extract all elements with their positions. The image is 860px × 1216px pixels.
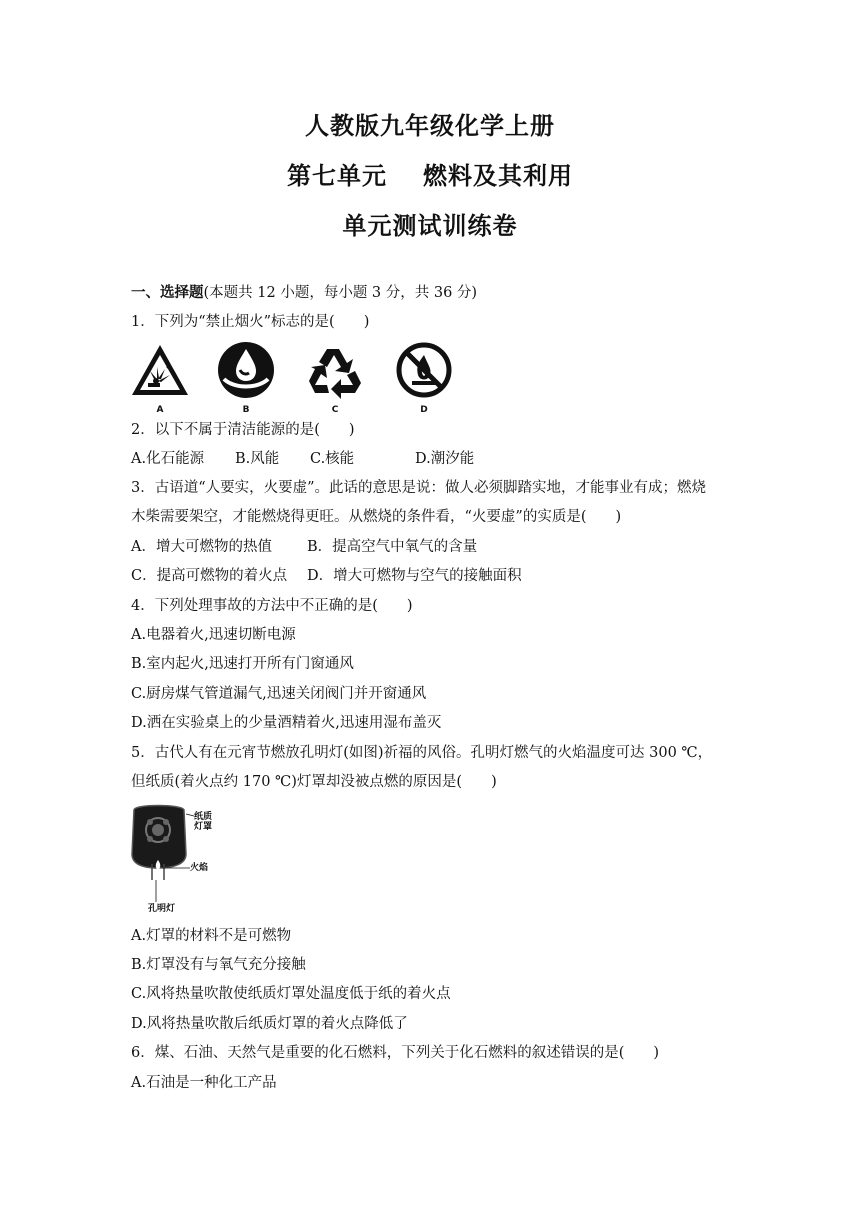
- explosive-warning-icon: [128, 341, 192, 401]
- q4-option-b: B.室内起火,迅速打开所有门窗通风: [131, 656, 354, 672]
- sign-label-a: A: [156, 405, 164, 415]
- sign-label-b: B: [242, 405, 250, 415]
- q4-option-d: D.洒在实验桌上的少量酒精着火,迅速用湿布盖灭: [131, 715, 442, 731]
- test-title: 单元测试训练卷: [342, 212, 518, 240]
- q5-option-d: D.风将热量吹散后纸质灯罩的着火点降低了: [131, 1016, 408, 1032]
- question-1-signs: [128, 341, 468, 415]
- q3-option-a: A．增大可燃物的热值: [131, 539, 272, 555]
- q4-option-c: C.厨房煤气管道漏气,迅速关闭阀门并开窗通风: [131, 686, 427, 702]
- document-title: 人教版九年级化学上册: [305, 112, 555, 140]
- unit-topic: 燃料及其利用: [423, 162, 573, 190]
- kongming-lantern-figure: [128, 802, 228, 918]
- unit-title: [0, 156, 860, 191]
- question-2-options: [131, 449, 474, 469]
- section-label: 一、选择题: [131, 284, 204, 301]
- q5-option-c: C.风将热量吹散使纸质灯罩处温度低于纸的着火点: [131, 986, 451, 1002]
- sign-option-b: [214, 341, 278, 415]
- sign-option-d: [392, 341, 456, 415]
- q4-option-a: A.电器着火,迅速切断电源: [131, 627, 296, 643]
- question-2-stem: 2．以下不属于清洁能源的是( ): [131, 422, 355, 438]
- sign-option-a: [128, 341, 192, 415]
- q2-option-b: B.风能: [235, 451, 280, 467]
- lantern-flame-label: 火焰: [190, 863, 209, 873]
- q5-option-b: B.灯罩没有与氧气充分接触: [131, 957, 306, 973]
- section-note: (本题共 12 小题，每小题 3 分，共 36 分): [203, 285, 478, 301]
- sign-option-c: [303, 341, 367, 415]
- lantern-shade-label: 纸质 灯罩: [194, 812, 213, 832]
- question-5-stem-line-1: 5．古代人有在元宵节燃放孔明灯(如图)祈福的风俗。孔明灯燃气的火焰温度可达 300 ℃，: [131, 745, 713, 761]
- lantern-icon: [128, 802, 228, 918]
- q3-option-c: C．提高可燃物的着火点: [131, 568, 288, 584]
- q3-option-d: D．增大可燃物与空气的接触面积: [307, 568, 522, 584]
- sign-label-d: D: [420, 405, 428, 415]
- unit-number: 第七单元: [287, 162, 387, 190]
- q2-option-c: C.核能: [310, 451, 355, 467]
- q3-option-b: B．提高空气中氧气的含量: [307, 539, 478, 555]
- question-1-stem: 1．下列为“禁止烟火”标志的是( ): [131, 314, 370, 330]
- question-6-stem: 6．煤、石油、天然气是重要的化石燃料，下列关于化石燃料的叙述错误的是( ): [131, 1045, 660, 1061]
- q5-option-a: A.灯罩的材料不是可燃物: [131, 928, 292, 944]
- sign-label-c: C: [331, 405, 339, 415]
- q6-option-a: A.石油是一种化工产品: [131, 1075, 277, 1091]
- section-heading: [131, 283, 477, 303]
- question-3-options-row-2: [131, 566, 522, 586]
- question-4-stem: 4．下列处理事故的方法中不正确的是( ): [131, 598, 413, 614]
- recycle-icon: [303, 341, 367, 401]
- question-3-stem-line-1: 3．古语道“人要实，火要虚”。此话的意思是说：做人必须脚踏实地，才能事业有成；燃烧: [131, 480, 707, 496]
- question-5-stem-line-2: 但纸质(着火点约 170 ℃)灯罩却没被点燃的原因是( ): [131, 774, 497, 790]
- q2-option-d: D.潮汐能: [415, 451, 475, 467]
- question-3-options-row-1: [131, 537, 477, 557]
- water-drop-icon: [214, 341, 278, 401]
- lantern-caption: 孔明灯: [148, 904, 176, 914]
- q2-option-a: A.化石能源: [131, 451, 205, 467]
- question-3-stem-line-2: 木柴需要架空，才能燃烧得更旺。从燃烧的条件看，“火要虚”的实质是( ): [131, 509, 622, 525]
- no-fire-icon: [392, 341, 456, 401]
